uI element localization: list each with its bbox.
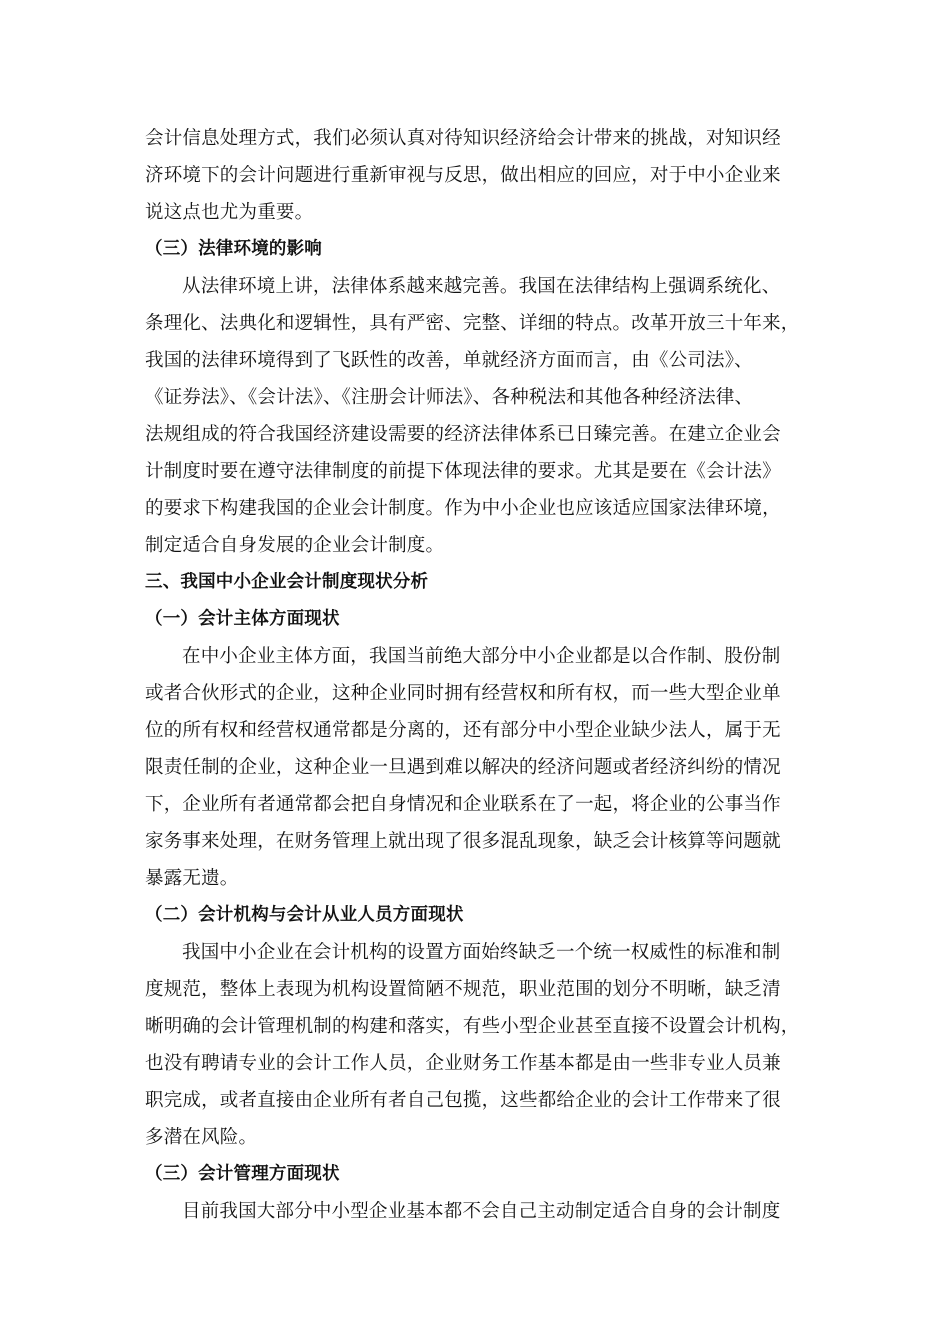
paragraph-line: 从法律环境上讲，法律体系越来越完善。我国在法律结构上强调系统化、 (182, 276, 781, 297)
paragraph-line: 的要求下构建我国的企业会计制度。作为中小企业也应该适应国家法律环境， (145, 498, 781, 519)
document-body (145, 120, 825, 1230)
section-heading: （二）会计机构与会计从业人员方面现状 (145, 905, 464, 925)
section-heading: （一）会计主体方面现状 (145, 609, 340, 629)
paragraph-line: 也没有聘请专业的会计工作人员，企业财务工作基本都是由一些非专业人员兼 (145, 1053, 781, 1074)
paragraph-line: 家务事来处理，在财务管理上就出现了很多混乱现象，缺乏会计核算等问题就 (145, 831, 781, 852)
paragraph-line: 法规组成的符合我国经济建设需要的经济法律体系已日臻完善。在建立企业会 (145, 424, 781, 445)
paragraph-line: 暴露无遗。 (145, 868, 239, 889)
paragraph-line: 条理化、法典化和逻辑性，具有严密、完整、详细的特点。改革开放三十年来， (145, 313, 800, 334)
paragraph-line: 目前我国大部分中小型企业基本都不会自己主动制定适合自身的会计制度 (182, 1201, 781, 1222)
paragraph-line: 下，企业所有者通常都会把自身情况和企业联系在了一起，将企业的公事当作 (145, 794, 781, 815)
paragraph-line: 我国的法律环境得到了飞跃性的改善，单就经济方面而言，由《公司法》、 (145, 350, 753, 371)
paragraph-line: 会计信息处理方式，我们必须认真对待知识经济给会计带来的挑战，对知识经 (145, 128, 781, 149)
paragraph-line: 我国中小企业在会计机构的设置方面始终缺乏一个统一权威性的标准和制 (182, 942, 781, 963)
paragraph-line: 制定适合自身发展的企业会计制度。 (145, 535, 445, 556)
section-heading: （三）会计管理方面现状 (145, 1164, 340, 1184)
section-heading: （三）法律环境的影响 (145, 239, 322, 259)
paragraph-line: 《证券法》、《会计法》、《注册会计师法》、各种税法和其他各种经济法律、 (145, 387, 754, 408)
paragraph-line: 或者合伙形式的企业，这种企业同时拥有经营权和所有权，而一些大型企业单 (145, 683, 781, 704)
paragraph-line: 计制度时要在遵守法律制度的前提下体现法律的要求。尤其是要在《会计法》 (145, 461, 781, 482)
paragraph-line: 在中小企业主体方面，我国当前绝大部分中小企业都是以合作制、股份制 (182, 646, 781, 667)
paragraph-line: 济环境下的会计问题进行重新审视与反思，做出相应的回应，对于中小企业来 (145, 165, 781, 186)
chapter-heading: 三、我国中小企业会计制度现状分析 (145, 572, 429, 592)
paragraph-line: 限责任制的企业，这种企业一旦遇到难以解决的经济问题或者经济纠纷的情况 (145, 757, 781, 778)
paragraph-line: 晰明确的会计管理机制的构建和落实，有些小型企业甚至直接不设置会计机构， (145, 1016, 800, 1037)
paragraph-line: 度规范，整体上表现为机构设置简陋不规范，职业范围的划分不明晰，缺乏清 (145, 979, 781, 1000)
paragraph-line: 职完成，或者直接由企业所有者自己包揽，这些都给企业的会计工作带来了很 (145, 1090, 781, 1111)
paragraph-line: 位的所有权和经营权通常都是分离的，还有部分中小型企业缺少法人，属于无 (145, 720, 781, 741)
paragraph-line: 多潜在风险。 (145, 1127, 258, 1148)
paragraph-line: 说这点也尤为重要。 (145, 202, 314, 223)
